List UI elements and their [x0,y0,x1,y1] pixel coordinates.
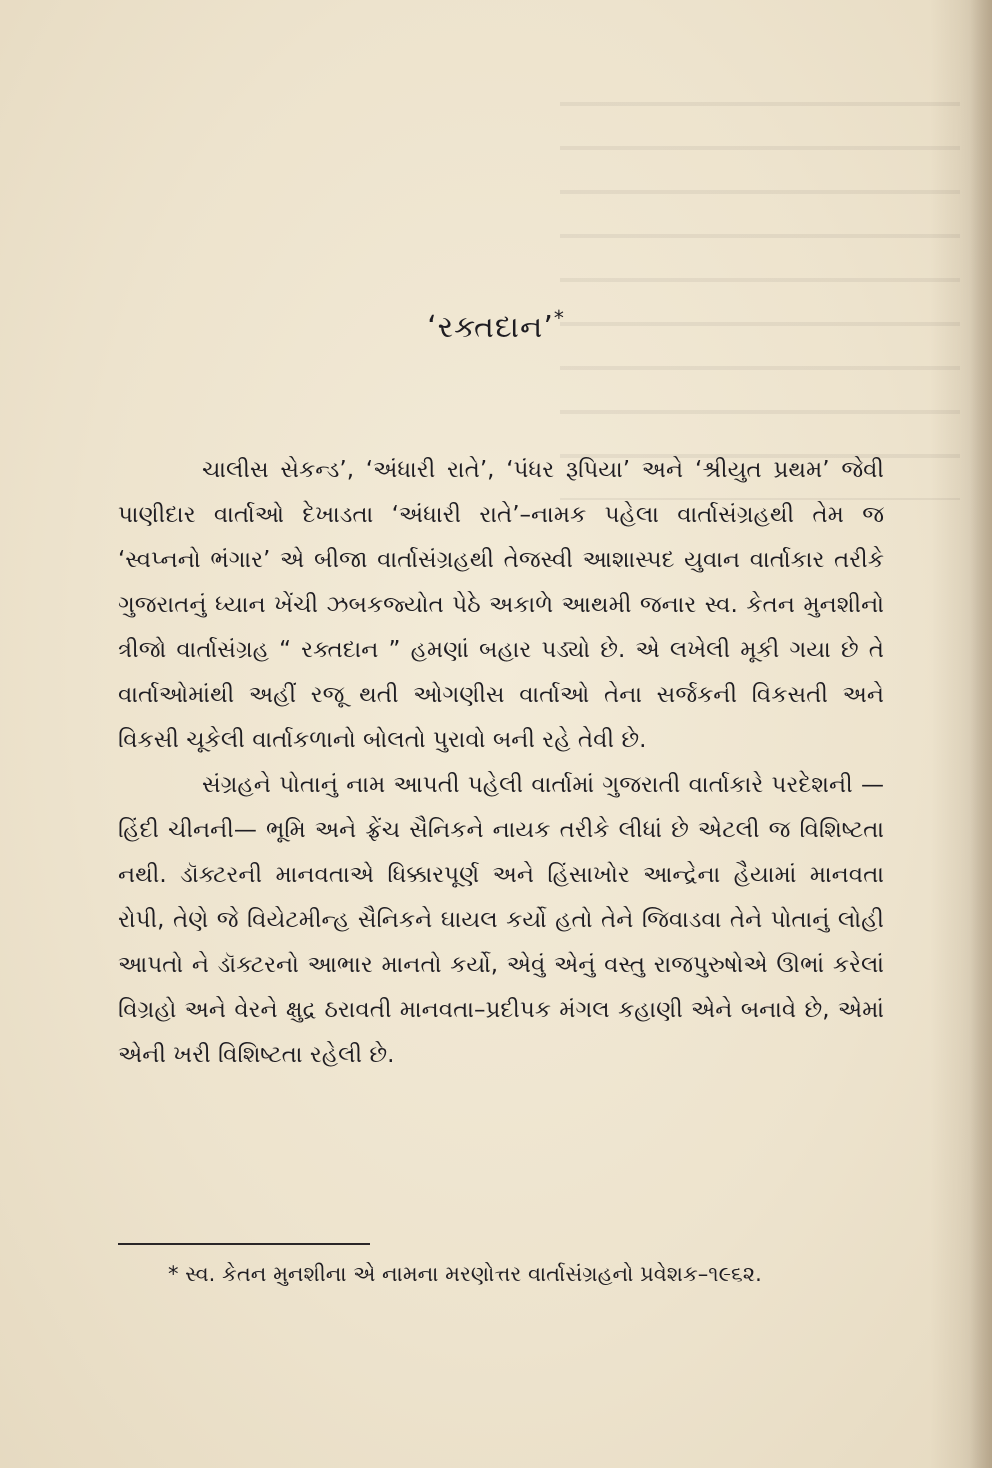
paragraph-2: સંગ્રહને પોતાનું નામ આપતી પહેલી વાર્તામાં ગુજરાતી વાર્તાકારે પરદેશની — હિંદી ચીનની— ભૂમિ અને ફ્રેંચ સૈનિકને નાયક તરીકે લીધાં છે એટલી જ વિશિષ્ટતા નથી. ડૉક્ટરની માનવતાએ ધિક્કારપૂર્ણ અને હિંસાખોર આન્દ્રેના હૈયામાં માનવતા રોપી, તેણે જે વિયેટમીન્હ સૈનિકને ઘાયલ કર્યો હતો તેને જિવાડવા તેને પોતાનું લોહી આપતો ને ડૉક્ટરનો આભાર માનતો કર્યો, એવું એનું વસ્તુ રાજપુરુષોએ ઊભાં કરેલાં વિગ્રહો અને વેરને ક્ષુદ્ર ઠરાવતી માનવતા–પ્રદીપક મંગલ કહાણી એને બનાવે છે, એમાં એની ખરી વિશિષ્ટતા રહેલી છે. [118,772,884,1068]
chapter-title-text: ‘રક્તદાન’ [427,310,554,345]
footnote [118,1252,884,1296]
bleed-through-text [560,80,960,500]
paragraph-1: ચાલીસ સેકન્ડ’, ‘અંધારી રાતે’, ‘પંધર રૂપિયા’ અને ‘શ્રીયુત પ્રથમ’ જેવી પાણીદાર વાર્તાઓ દેખાડતા ‘અંધારી રાતે’–નામક પહેલા વાર્તાસંગ્રહથી તેમ જ ‘સ્વપ્નનો ભંગાર’ એ બીજા વાર્તાસંગ્રહથી તેજસ્વી આશાસ્પદ યુવાન વાર્તાકાર તરીકે ગુજરાતનું ધ્યાન ખેંચી ઝબકજ્યોત પેઠે અકાળે આથમી જનાર સ્વ. કેતન મુનશીનો ત્રીજો વાર્તાસંગ્રહ “ રક્તદાન ” હમણાં બહાર પડ્યો છે. એ લખેલી મૂકી ગયા છે તે વાર્તાઓમાંથી અહીં રજૂ થતી ઓગણીસ વાર્તાઓ તેના સર્જકની વિકસતી અને વિકસી ચૂકેલી વાર્તાકળાનો બોલતો પુરાવો બની રહે તેવી છે. [118,457,884,753]
footnote-marker: * [553,306,565,330]
chapter-title [0,306,992,345]
body-text [118,448,884,1078]
footnote-rule [118,1243,370,1245]
footnote-text: * સ્વ. કેતન મુનશીના એ નામના મરણોત્તર વાર્તાસંગ્રહનો પ્રવેશક–૧૯૬૨. [168,1262,762,1286]
page-spine-shadow [970,0,992,1468]
